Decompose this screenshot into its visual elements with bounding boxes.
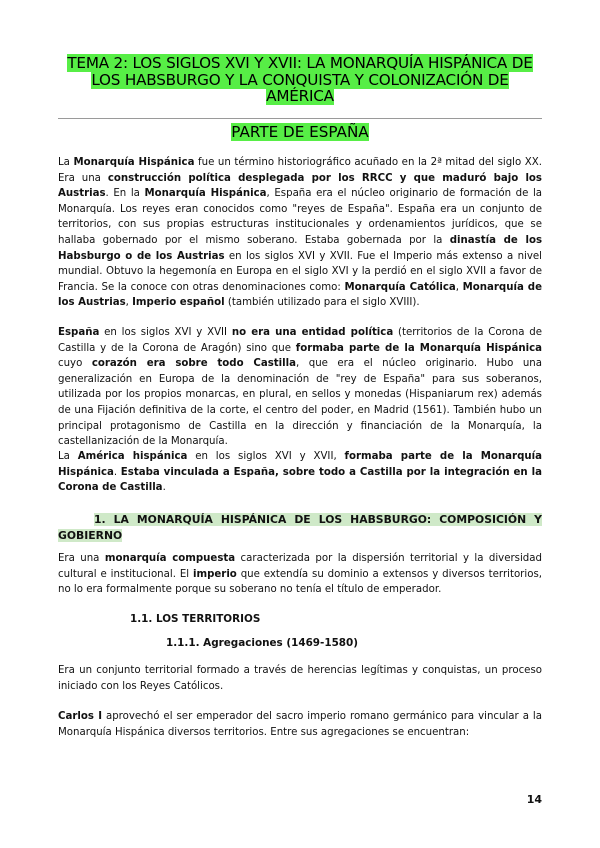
paragraph-espana: España en los siglos XVI y XVII no era una entidad política (territorios de la Corona de Castilla y de la Corona de Aragón) sino que formaba parte de la Monarquía Hispánica cuyo corazón era sobre todo Castilla, que era el núcleo originario. Hubo una generalización en Europa de la denominación de "rey de España" para sus soberanos, utilizada por los propios monarcas, en plural, en sellos y monedas (Hispaniarum rex) además de una Fijación definitiva de la corte, el centro del poder, en Madrid (1561). También hubo un principal protagonismo de Castilla en la dirección y financiación de la Monarquía, la castellanización de la Monarquía. — [58, 327, 542, 448]
paragraph-carlos: Carlos I aprovechó el ser emperador del sacro imperio romano germánico para vincular a la Monarquía Hispánica diversos territorios. Entre sus agregaciones se encuentran: — [58, 711, 542, 738]
subsubsection-heading: 1.1.1. Agregaciones (1469-1580) — [166, 637, 359, 649]
paragraph-monarquia: La Monarquía Hispánica fue un término historiográfico acuñado en la 2ª mitad del siglo XX. Era una construcción política desplegada por los RRCC y que maduró bajo los Austrias. En la Monarquía Hispánica, España era el núcleo originario de formación de la Monarquía. Los reyes eran conocidos como "reyes de España". España era un conjunto de territorios, con sus propias estructuras institucionales y ordenamientos jurídicos, que se hallaba gobernado por el mismo soberano. Estaba gobernada por la dinastía de los Habsburgo o de los Austrias en los siglos XVI y XVII. Fue el Imperio más extenso a nivel mundial. Obtuvo la hegemonía en Europa en el siglo XVI y la perdió en el siglo XVII a favor de Francia. Se la conoce con otras denominaciones como: Monarquía Católica, Monarquía de los Austrias, Imperio español (también utilizado para el siglo XVIII). — [58, 157, 543, 309]
divider-line — [58, 118, 542, 119]
paragraph-america: La América hispánica en los siglos XVI y XVII, formaba parte de la Monarquía Hispánica. Estaba vinculada a España, sobre todo a Castilla por la integración en la Corona de Castilla. — [58, 451, 542, 494]
paragraph-agregaciones: Era un conjunto territorial formado a través de herencias legítimas y conquistas, un proceso iniciado con los Reyes Católicos. — [58, 665, 542, 692]
subsection-heading: 1.1. LOS TERRITORIOS — [130, 613, 261, 625]
part-heading: PARTE DE ESPAÑA — [231, 123, 369, 141]
page-title: TEMA 2: LOS SIGLOS XVI Y XVII: LA MONARQUÍA HISPÁNICA DE LOS HABSBURGO Y LA CONQUISTA Y COLONIZACIÓN DE AMÉRICA — [67, 54, 533, 105]
paragraph-compuesta: Era una monarquía compuesta caracterizada por la dispersión territorial y la diversidad cultural e institucional. El imperio que extendía su dominio a extensos y diversos territorios, no lo era formalmente porque su soberano no tenía el título de emperador. — [58, 553, 542, 596]
section-heading: 1. LA MONARQUÍA HISPÁNICA DE LOS HABSBURGO: COMPOSICIÓN Y GOBIERNO — [58, 513, 542, 542]
page-number: 14 — [526, 793, 542, 806]
